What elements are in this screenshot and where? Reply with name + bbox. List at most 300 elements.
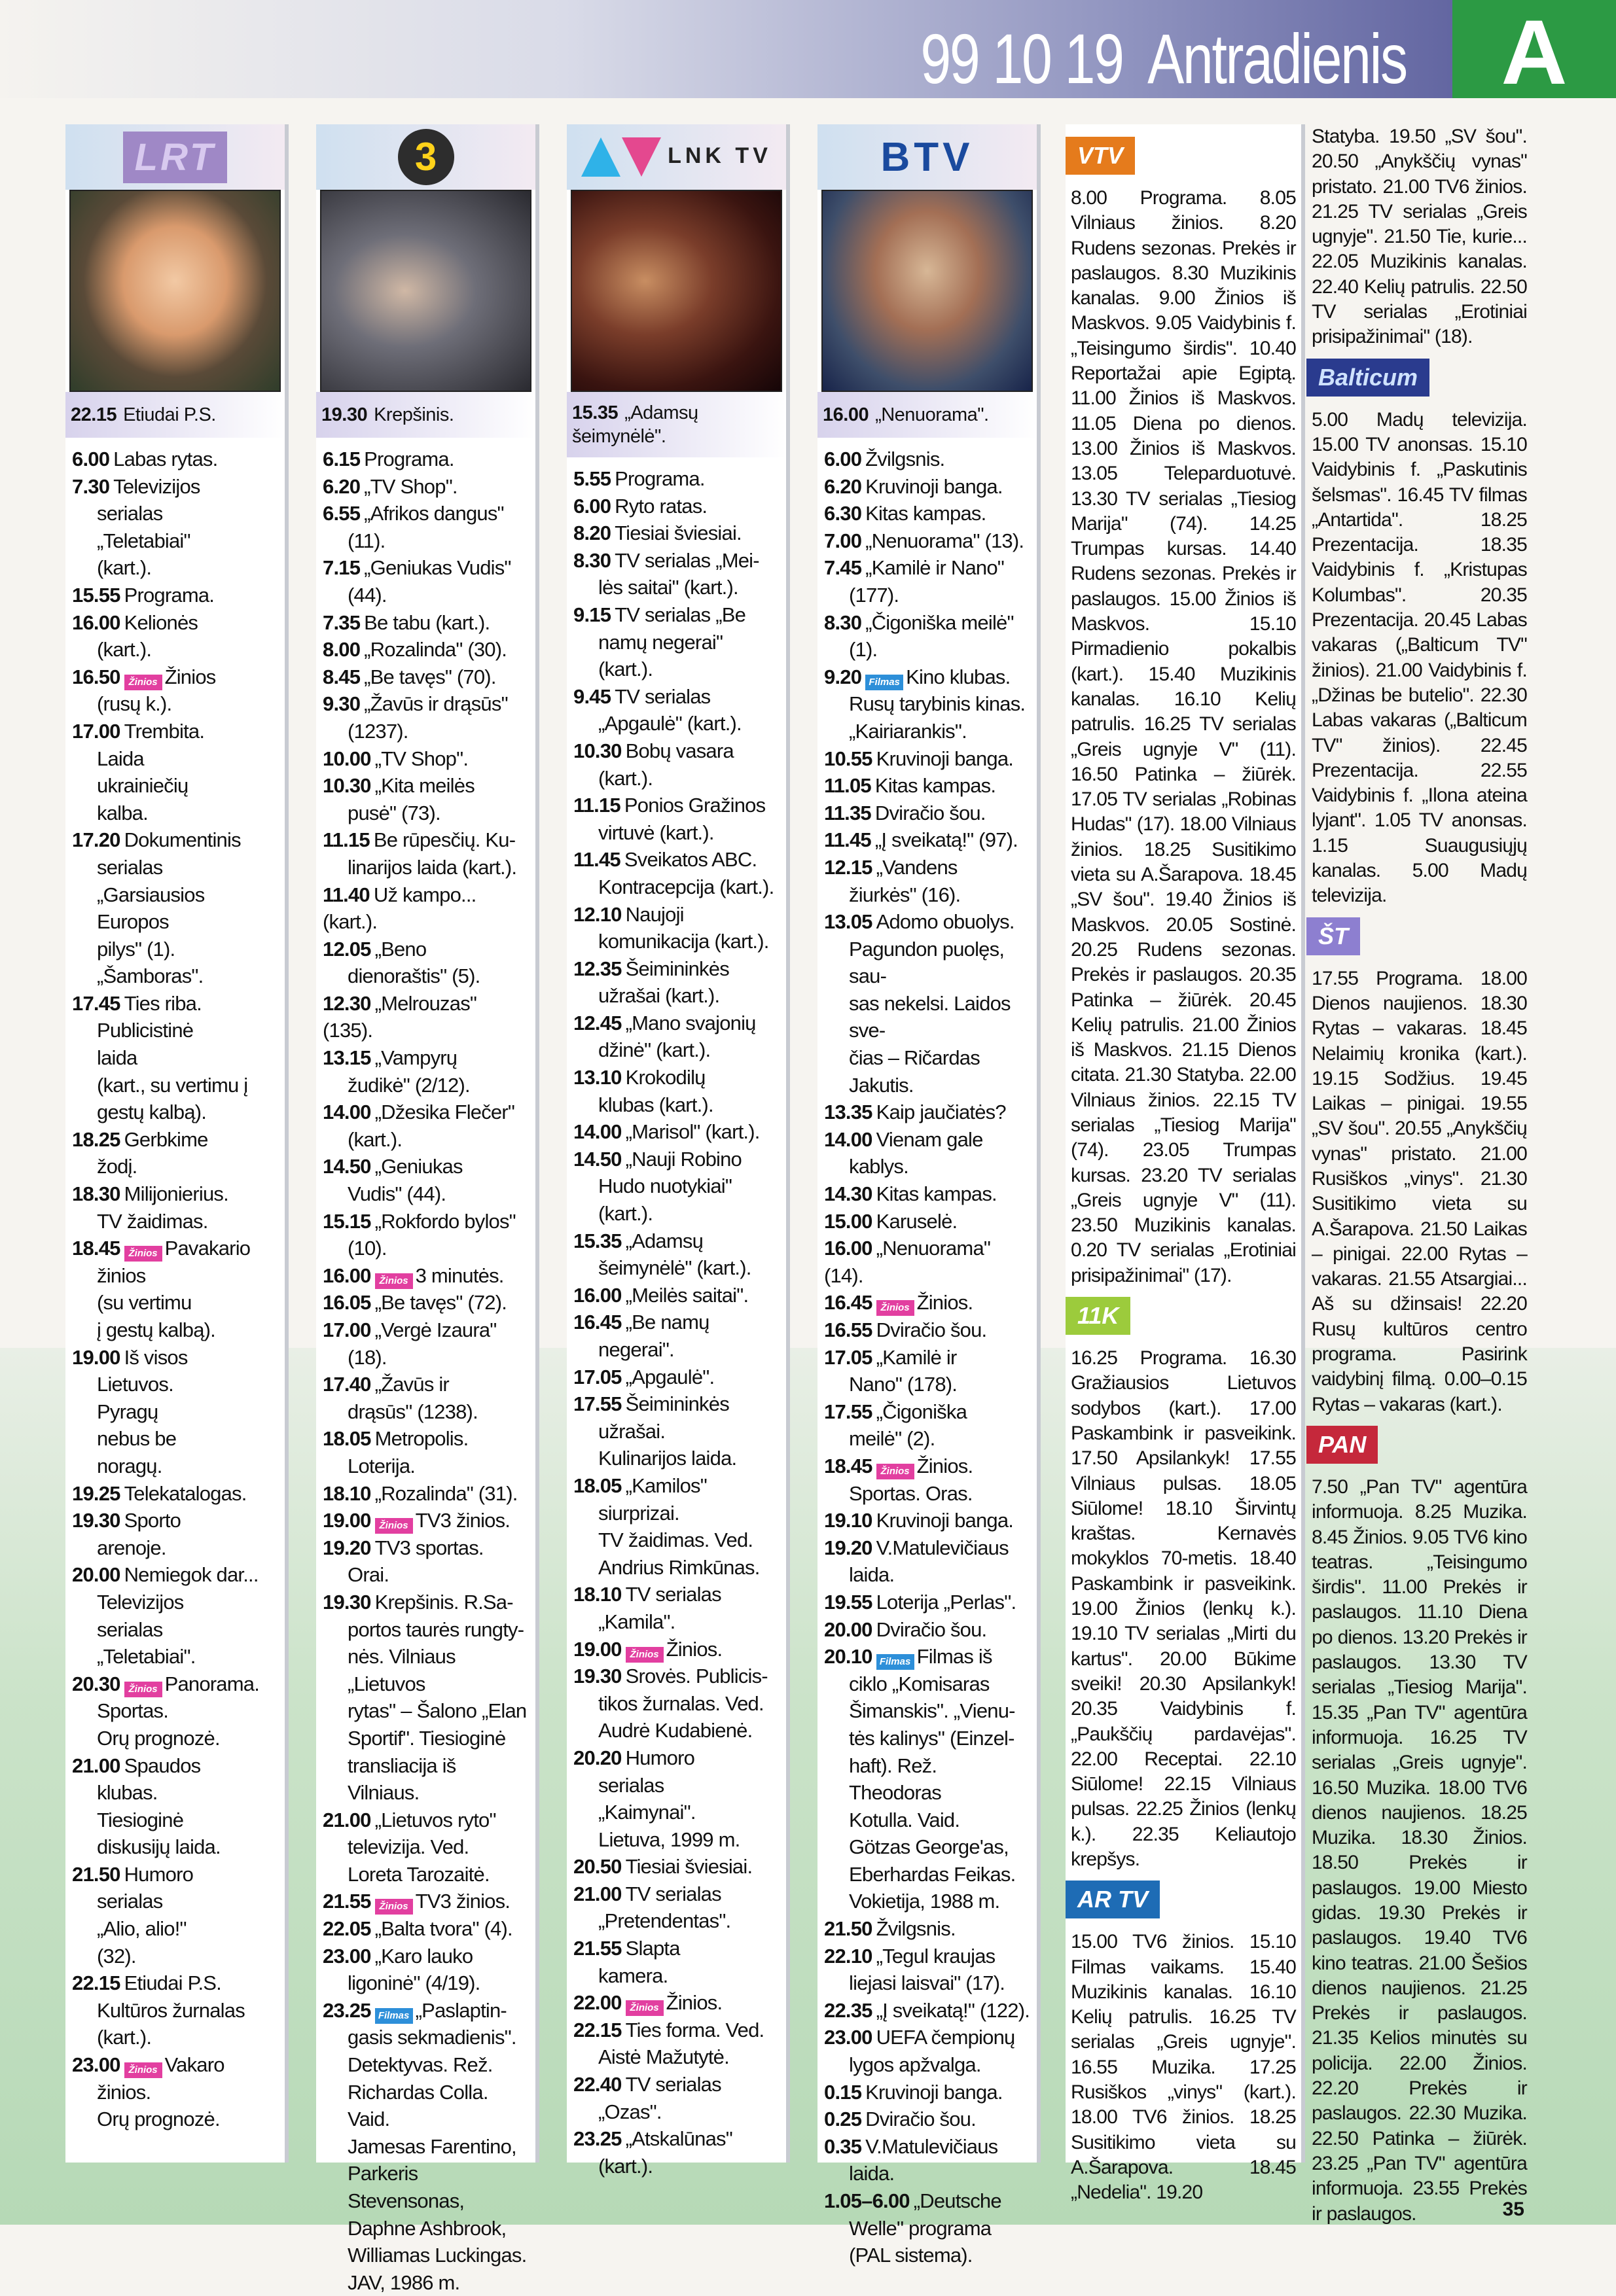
program-text: „TV Shop". [374, 747, 469, 770]
program-text: nės. Vilniaus „Lietuvos [348, 1645, 456, 1695]
program-entry [573, 547, 781, 601]
program-time: 17.00 [323, 1318, 371, 1341]
program-time: 6.20 [824, 474, 862, 498]
program-entry [323, 1208, 530, 1262]
program-text: Krokodilų [625, 1066, 706, 1089]
program-entry [323, 881, 530, 936]
program-time: 12.45 [573, 1011, 622, 1034]
news-icon: Žinios [375, 1899, 413, 1915]
program-time: 16.00 [72, 610, 120, 634]
program-text: Be tabu (kart.). [364, 610, 490, 634]
program-entry [323, 1316, 530, 1371]
program-text: serialas [97, 855, 163, 879]
news-icon: Žinios [626, 2000, 664, 2016]
program-text: žudikė" (2/12). [348, 1073, 470, 1097]
program-time: 19.30 [573, 1665, 622, 1688]
program-entry [573, 1853, 781, 1881]
program-text: Dviračio šou. [874, 801, 986, 824]
program-text: Williamas Luckingas. [348, 2244, 527, 2267]
program-time: 20.00 [72, 1563, 120, 1587]
program-entry [824, 1180, 1032, 1208]
program-text: užrašai (kart.). [598, 984, 720, 1008]
program-text: (177). [849, 583, 899, 607]
program-entry [323, 1807, 530, 1888]
program-time: 6.00 [72, 448, 110, 470]
program-time: 14.50 [323, 1155, 371, 1178]
program-text: Orų prognozė. [97, 1726, 220, 1750]
station-logo-text: VTV [1066, 137, 1135, 175]
program-text: „Teletabiai". [97, 1645, 196, 1669]
program-text: Kitas kampas. [874, 774, 996, 798]
station-schedule-text: Statyba. 19.50 „SV šou". 20.50 „Anykščių vynas" pristato. 21.00 TV6 žinios. 21.25 TV serialas „Greis ugnyje". 21.50 Tie, kurie... 22.05 Muzikinis kanalas. 22.40 Kelių patrulis. 22.50 TV serialas „Erotiniai prisipažinimai" (18). [1312, 126, 1527, 348]
program-text: Andrius Rimkūnas. [598, 1555, 760, 1579]
program-time: 12.10 [573, 902, 622, 926]
program-text: „Kairiarankis". [849, 719, 967, 743]
program-text: Bobų vasara [625, 739, 734, 762]
program-text: „Nauji Robino [625, 1147, 742, 1171]
program-text: „Ozas". [598, 2100, 662, 2123]
program-entry [72, 609, 279, 663]
program-text: „Be tavęs" (70). [364, 665, 496, 688]
program-time: 13.15 [323, 1046, 371, 1070]
program-time: 21.50 [824, 1917, 872, 1941]
program-time: 11.05 [824, 774, 871, 798]
program-text: pusė" (73). [348, 801, 440, 824]
program-time: 14.00 [323, 1101, 371, 1124]
program-text: „Balta tvora" (4). [374, 1917, 512, 1941]
program-entry [824, 663, 1032, 745]
program-time: 15.35 [573, 1229, 622, 1252]
program-text: „Kamilė ir Nano" [865, 556, 1004, 580]
program-text: kablys. [849, 1155, 908, 1178]
program-text: Hudo nuotykiai" [598, 1174, 732, 1198]
program-entry [824, 826, 1032, 854]
program-entry [824, 1997, 1032, 2024]
channel-column-tv3 [316, 124, 535, 2294]
program-time: 21.00 [72, 1754, 120, 1777]
program-text: TV3 žinios. [415, 1509, 511, 1532]
program-entry [72, 1861, 279, 1969]
program-text: Kino klubas. [906, 665, 1011, 688]
program-text: Naujoji [625, 902, 684, 926]
program-time: 16.50 [72, 665, 120, 688]
program-time: 8.30 [573, 548, 611, 572]
program-time: 19.10 [824, 1509, 872, 1532]
program-text: Pagundon puolęs, sau- [849, 937, 1005, 988]
program-text: Orai. [348, 1563, 389, 1587]
tv3-schedule [316, 438, 535, 2296]
program-text: džinė" (kart.). [598, 1038, 711, 1062]
program-time: 10.00 [323, 747, 371, 770]
program-time: 0.15 [824, 2080, 862, 2104]
station-logo [1306, 1421, 1532, 1468]
program-time: 8.20 [573, 521, 611, 545]
program-time: 6.20 [323, 474, 361, 498]
program-entry [824, 745, 1032, 773]
program-time: 9.30 [323, 692, 361, 716]
program-text: „Džesika Flečer" [374, 1101, 515, 1124]
program-text: „Melrouzas" (135). [323, 991, 477, 1042]
program-entry [72, 2051, 279, 2133]
tv3-photo-caption: 19.30 Krepšinis. [316, 392, 535, 438]
channel-column-lnk [567, 124, 786, 2178]
program-entry [323, 1507, 530, 1534]
program-time: 19.55 [824, 1590, 872, 1614]
program-text: liejasi laisvai" (17). [849, 1971, 1005, 1995]
program-entry [824, 1507, 1032, 1534]
program-time: 11.45 [573, 848, 620, 872]
program-entry [323, 745, 530, 773]
program-text: Gerbkime [124, 1127, 208, 1151]
program-text: užrašai. [598, 1419, 666, 1443]
program-time: 10.55 [824, 747, 872, 770]
program-text: Tiesioginė [97, 1808, 184, 1831]
program-text: dienoraštis" (5). [348, 964, 480, 988]
program-text: TV serialas [625, 2073, 721, 2096]
lnk-logo: LNK TV [567, 124, 786, 190]
station-logo [1066, 132, 1301, 179]
program-text: TV serialas [625, 1882, 721, 1905]
program-entry [573, 901, 781, 955]
program-time: 22.15 [72, 1971, 120, 1995]
station-logo [1066, 1292, 1301, 1339]
program-text: Publicistinė [97, 1019, 194, 1042]
program-text: „TV Shop". [364, 474, 458, 498]
program-entry [72, 1670, 279, 1752]
program-entry [824, 473, 1032, 501]
program-text: Lietuvos. [97, 1373, 173, 1396]
program-text: „Žavūs ir drąsūs" [364, 692, 508, 716]
program-entry [323, 1289, 530, 1316]
program-entry [323, 446, 530, 473]
program-text: „Paslaptin- [415, 1998, 507, 2022]
program-text: Sportas. Oras. [849, 1481, 973, 1505]
program-text: Milijonierius. [124, 1182, 228, 1206]
program-text: Filmas iš [916, 1645, 992, 1669]
program-text: Jamesas Farentino, [348, 2134, 516, 2158]
program-time: 17.05 [573, 1365, 622, 1388]
program-text: UEFA čempionų [876, 2026, 1015, 2049]
program-entry [323, 1997, 530, 2296]
program-text: gestų kalbą). [97, 1101, 207, 1124]
program-entry [323, 936, 530, 990]
news-icon: Žinios [876, 1464, 914, 1479]
program-time: 17.45 [72, 991, 120, 1015]
program-time: 16.45 [824, 1291, 872, 1315]
program-text: „Geniukas Vudis" [364, 556, 511, 580]
program-text: Götzas George'as, [849, 1835, 1009, 1859]
program-entry [323, 1099, 530, 1153]
program-text: ligoninė" (4/19). [348, 1971, 480, 1995]
program-text: Dviračio šou. [876, 1617, 987, 1641]
program-time: 20.10 [824, 1645, 872, 1669]
program-text: „Tegul kraujas [876, 1944, 996, 1968]
program-text: portos taurės rungty- [348, 1617, 524, 1641]
program-text: Programa. [615, 467, 705, 490]
program-text: negerai". [598, 1338, 674, 1361]
program-entry [72, 1507, 279, 1561]
program-text: Dviračio šou. [876, 1318, 987, 1341]
program-text: „Teletabiai" [97, 529, 190, 552]
program-text: (PAL sistema). [849, 2244, 973, 2267]
program-text: Nano" (178). [849, 1373, 958, 1396]
program-text: haft). Rež. Theodoras [849, 1754, 942, 1805]
program-text: Loterija „Perlas". [876, 1590, 1016, 1614]
program-time: 19.00 [72, 1345, 120, 1369]
program-entry [824, 1943, 1032, 1997]
news-icon: Žinios [124, 675, 162, 690]
program-text: (11). [348, 529, 386, 552]
station-schedule-text: 7.50 „Pan TV" agentūra informuoja. 8.25 Muzika. 8.45 Žinios. 9.05 TV6 kino teatras. „Teisingumo širdis". 11.00 Prekės ir paslaugos. 11.10 Diena po dienos. 13.20 Prekės ir paslaugos. 13.30 TV serialas „Tiesiog Marija". 15.35 „Pan TV" agentūra informuoja. 16.25 TV serialas „Greis ugnyje". 16.50 Muzika. 18.00 TV6 dienos naujienos. 18.25 Muzika. 18.30 Žinios. 18.50 Prekės ir paslaugos. 19.00 Miesto gidas. 19.30 Prekės ir paslaugos. 19.40 TV6 kino teatras. 21.00 Šešios dienos naujienos. 21.25 Prekės ir paslaugos. 21.35 Kelios minutės su policija. 22.00 Žinios. 22.20 Prekės ir paslaugos. 22.30 Muzika. 22.50 Patinka – žiūrėk. 23.25 „Pan TV" agentūra informuoja. 23.55 Prekės ir paslaugos. [1312, 1475, 1527, 2225]
program-text: Etiudai P.S. [124, 1971, 221, 1995]
film-icon: Filmas [375, 2008, 413, 2024]
program-text: Programa. [364, 448, 454, 470]
program-time: 18.25 [72, 1127, 120, 1151]
program-time: 7.35 [323, 610, 361, 634]
lrt-schedule [65, 438, 285, 2133]
station-schedule-text: 17.55 Programa. 18.00 Dienos naujienos. 18.30 Rytas – vakaras. 18.45 Nelaimių kronika (kart.). 19.15 Sodžius. 19.45 Laikas – pinigai. 19.55 „SV šou". 20.55 „Anykščių vynas" pristato. 21.00 Rusiškos „vinys". 21.30 Susitikimo vieta su A.Šarapova. 21.50 Laikas – pinigai. 22.00 Rytas – vakaras. 21.55 Atsargiai... Aš su džinsais! 22.20 Rusų kultūros centro programa. Pasirink vaidybinį filmą. 0.00–0.15 Rytas – vakaras (kart.). [1312, 967, 1527, 1415]
program-time: 7.30 [72, 474, 110, 498]
program-entry [573, 846, 781, 900]
program-entry [573, 520, 781, 547]
tv3-photo [320, 190, 531, 392]
program-time: 23.00 [323, 1944, 371, 1968]
program-entry [824, 1398, 1032, 1453]
program-text: (rusų k.). [97, 692, 172, 716]
program-text: Laida [97, 747, 144, 770]
program-text: (kart.). [97, 2026, 152, 2049]
program-text: Metropolis. [374, 1427, 469, 1451]
program-entry [72, 1235, 279, 1343]
program-text: gasis sekmadienis". [348, 2026, 516, 2049]
program-time: 0.25 [824, 2108, 862, 2131]
program-entry [72, 990, 279, 1126]
program-entry [573, 792, 781, 846]
program-text: Spaudos [124, 1754, 201, 1777]
program-text: Humoro [124, 1862, 194, 1886]
program-text: transliacija iš Vilniaus. [348, 1754, 456, 1805]
program-text: „Garsiausios [97, 883, 205, 906]
program-entry [573, 1663, 781, 1744]
program-entry [323, 772, 530, 826]
program-text: Kaip jaučiatės? [876, 1101, 1006, 1124]
program-text: Kruvinoji banga. [865, 2080, 1003, 2104]
program-entry [72, 582, 279, 609]
program-text: Nemiegok dar... [124, 1563, 259, 1587]
program-text: TV3 sportas. [374, 1536, 484, 1559]
program-text: tikos žurnalas. Ved. [598, 1691, 764, 1715]
program-text: Žvilgsnis. [876, 1917, 956, 1941]
program-text: Žinios. [916, 1454, 973, 1477]
program-text: pilys" (1). [97, 937, 175, 961]
station-schedule-text: 5.00 Madų televizija. 15.00 TV anonsas. 15.10 Vaidybinis f. „Paskutinis šelsmas". 16.45 TV filmas „Antartida". 18.25 Prezentacija. 18.35 Vaidybinis f. „Kristupas Kolumbas". 20.35 Prezentacija. 20.45 Labas vakaras („Balticum TV" žinios). 21.00 Vaidybinis f. „Džinas be butelio". 22.30 Labas vakaras („Balticum TV" žinios). 22.45 Prezentacija. 22.55 Vaidybinis f. „Ilona ateina lyjant". 1.05 TV anonsas. 1.15 Suaugusiųjų kanalas. 5.00 Madų televizija. [1312, 408, 1527, 907]
weekday-letter-tab: A [1452, 0, 1616, 98]
program-time: 15.00 [824, 1209, 872, 1233]
news-icon: Žinios [124, 2062, 162, 2078]
program-time: 22.15 [573, 2018, 622, 2041]
program-text: į gestų kalbą). [97, 1318, 215, 1341]
program-text: Krepšinis. R.Sa- [374, 1590, 513, 1614]
program-entry [573, 1364, 781, 1391]
program-text: „Kaimynai". [598, 1801, 696, 1824]
program-text: laida [97, 1046, 137, 1070]
program-text: Audrė Kudabienė. [598, 1719, 753, 1742]
program-text: „Nenuorama" (14). [824, 1237, 991, 1287]
program-time: 12.30 [323, 991, 371, 1015]
program-time: 6.00 [824, 448, 862, 470]
program-text: Vakaro [164, 2053, 224, 2077]
program-text: Kotulla. Vaid. [849, 1808, 960, 1831]
program-text: serialas [97, 1890, 163, 1913]
program-text: žodį. [97, 1155, 137, 1178]
program-text: Loreta Tarozaitė. [348, 1862, 490, 1886]
program-text: „Kamilos" [625, 1474, 707, 1497]
program-text: 3 minutės. [415, 1263, 504, 1287]
program-text: siurprizai. [598, 1501, 679, 1525]
program-entry [824, 1208, 1032, 1235]
program-entry [573, 1935, 781, 1989]
program-text: TV serialas „Be [615, 603, 746, 626]
program-time: 21.50 [72, 1862, 120, 1886]
program-time: 17.05 [824, 1345, 872, 1369]
lnk-schedule [567, 457, 786, 2180]
program-text: laida. [849, 1563, 895, 1587]
program-text: „Pretendentas". [598, 1909, 731, 1933]
station-schedule-text: 16.25 Programa. 16.30 Gražiausios Lietuvos sodybos (kart.). 17.00 Paskambink ir pasveikink. 17.50 Apsilankyk! 17.55 Vilniaus pulsas. 18.05 Siūlome! 18.10 Širvintų kraštas. Kernavės mokyklos 70-metis. 18.40 Paskambink ir pasveikink. 19.00 Žinios (lenkų k.). 19.10 TV serialas „Mirti du kartus". 20.00 Būkime sveiki! 20.30 Apsilankyk! 20.35 Vaidybinis f. „Paukščių pardavėjas". 22.00 Receptai. 22.10 Siūlome! 22.15 Vilniaus pulsas. 22.25 Žinios (lenkų k.). 22.35 Keliautojo krepšys. [1071, 1347, 1296, 1870]
program-text: (su vertimu [97, 1291, 192, 1315]
program-time: 14.30 [824, 1182, 872, 1206]
program-time: 23.25 [573, 2127, 622, 2151]
program-text: Žvilgsnis. [865, 448, 945, 470]
btv-schedule [817, 438, 1037, 2269]
program-text: ciklo „Komisaras [849, 1672, 990, 1695]
program-entry [323, 1915, 530, 1943]
program-time: 11.35 [824, 801, 871, 824]
program-text: (kart.). [598, 2154, 653, 2178]
program-entry [824, 2133, 1032, 2187]
program-text: Labas rytas. [113, 448, 218, 470]
film-icon: Filmas [876, 1654, 914, 1670]
program-text: Richardas Colla. Vaid. [348, 2080, 488, 2131]
program-time: 16.55 [824, 1318, 872, 1341]
program-text: Karuselė. [876, 1209, 958, 1233]
program-text: „Meilės saitai". [625, 1283, 749, 1307]
program-time: 19.30 [72, 1509, 120, 1532]
program-text: „Rokfordo bylos" [374, 1209, 516, 1233]
program-time: 20.50 [573, 1855, 622, 1879]
program-text: Kruvinoji banga. [865, 474, 1003, 498]
program-text: Daphne Ashbrook, [348, 2216, 507, 2240]
program-text: Kelionės [124, 610, 198, 634]
program-entry [323, 826, 530, 881]
program-text: „Rozalinda" (31). [374, 1481, 518, 1505]
program-text: klubas. [97, 1781, 158, 1805]
program-entry [824, 554, 1032, 609]
program-entry [824, 2024, 1032, 2078]
program-time: 13.05 [824, 910, 872, 934]
lrt-photo [69, 190, 281, 392]
program-text: Šeimininkės [625, 1392, 729, 1416]
program-entry [323, 1044, 530, 1099]
program-entry [323, 1589, 530, 1807]
station-schedule-text: 15.00 TV6 žinios. 15.10 Filmas vaikams. 15.40 Muzikinis kanalas. 16.10 Kelių patrulis. 16.25 TV serialas „Greis ugnyje". 16.55 Muzika. 17.25 Rusiškos „vinys" (kart.). 18.00 TV6 žinios. 18.25 Susitikimo vieta su A.Šarapova. 18.45 „Nedelia". 19.20 [1071, 1931, 1296, 2204]
program-text: (10). [348, 1237, 387, 1260]
program-text: „Vergė Izaura" [374, 1318, 497, 1341]
program-entry [323, 500, 530, 554]
program-time: 21.55 [323, 1890, 371, 1913]
program-text: serialas [97, 1617, 163, 1641]
program-text: Slapta [625, 1937, 680, 1960]
program-text: Srovės. Publicis- [625, 1665, 768, 1688]
program-time: 21.00 [323, 1808, 371, 1831]
program-entry [573, 1472, 781, 1581]
program-entry [573, 2071, 781, 2125]
program-time: 18.45 [72, 1237, 120, 1260]
program-entry [824, 1589, 1032, 1616]
program-text: Vienam gale [876, 1127, 983, 1151]
program-text: (1). [849, 638, 878, 662]
page-date-header: 99 10 19 Antradienis [920, 19, 1407, 98]
program-text: Kontracepcija (kart.). [598, 875, 774, 898]
program-text: Loterija. [348, 1454, 416, 1477]
channel-column-btv [817, 124, 1037, 2267]
program-time: 17.40 [323, 1373, 371, 1396]
program-time: 22.00 [573, 1991, 622, 2015]
program-time: 16.00 [573, 1283, 622, 1307]
station-logo-text: Balticum [1306, 359, 1429, 397]
program-time: 17.20 [72, 828, 120, 852]
program-text: klubas (kart.). [598, 1093, 713, 1116]
program-time: 6.30 [824, 502, 862, 525]
program-text: Ties forma. Ved. [625, 2018, 764, 2041]
program-entry [72, 1561, 279, 1670]
program-time: 7.15 [323, 556, 361, 580]
news-icon: Žinios [375, 1273, 413, 1289]
program-text: kamera. [598, 1964, 668, 1987]
program-time: 6.55 [323, 502, 361, 525]
program-entry [72, 1752, 279, 1861]
program-time: 19.25 [72, 1481, 120, 1505]
program-time: 9.45 [573, 684, 611, 708]
program-entry [573, 955, 781, 1010]
program-text: lygos apžvalga. [849, 2053, 981, 2077]
program-entry [72, 1969, 279, 2051]
program-time: 15.55 [72, 583, 120, 607]
lrt-logo: LRT [65, 124, 285, 190]
program-text: Žinios. [666, 1637, 723, 1661]
program-time: 8.30 [824, 610, 862, 634]
program-text: Kitas kampas. [865, 502, 986, 525]
program-text: Šeimininkės [625, 957, 729, 980]
program-text: (1237). [348, 719, 408, 743]
program-text: (32). [97, 1944, 136, 1968]
program-text: „Afrikos dangus" [364, 502, 504, 525]
program-time: 20.20 [573, 1746, 622, 1769]
program-text: V.Matulevičiaus [865, 2134, 998, 2158]
program-entry [573, 1064, 781, 1118]
program-time: 19.20 [824, 1536, 872, 1559]
program-time: 11.40 [323, 883, 370, 906]
program-text: meilė" (2). [849, 1427, 935, 1451]
program-time: 23.00 [824, 2026, 872, 2049]
program-text: TV serialas [625, 1583, 721, 1606]
program-text: čias – Ričardas Jakutis. [849, 1046, 980, 1097]
program-text: Vudis" (44). [348, 1182, 446, 1206]
program-text: kalba. [97, 801, 148, 824]
program-text: „Karo lauko [374, 1944, 473, 1968]
program-text: JAV, 1986 m. [348, 2270, 460, 2294]
news-icon: Žinios [375, 1518, 413, 1534]
